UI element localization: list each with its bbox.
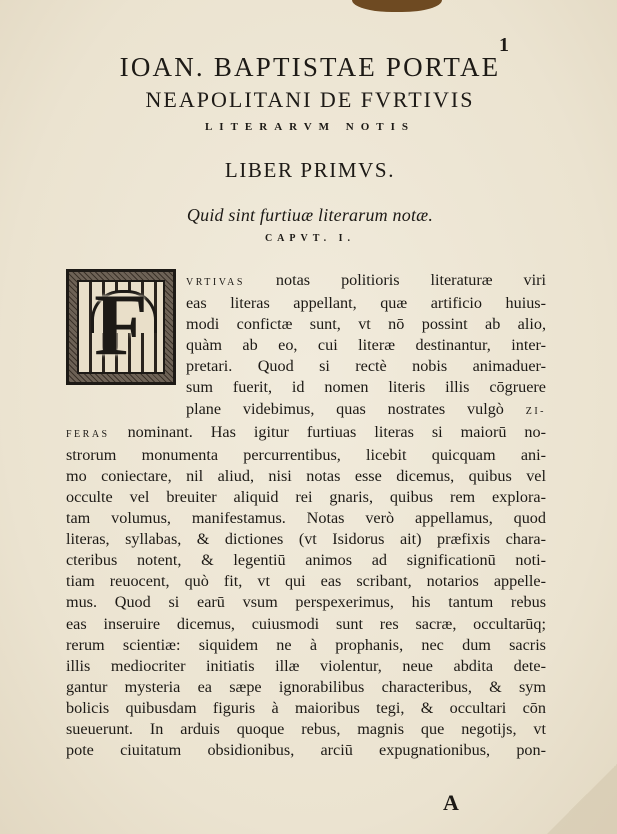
text-line [66, 377, 546, 398]
text-line [66, 550, 546, 571]
text-line [66, 677, 546, 698]
line-text: occulte vel breuiter aliquid rei gnaris, quibus rem explora- [66, 487, 546, 506]
text-line [66, 656, 546, 677]
chapter-number: CAPVT. I. [264, 233, 356, 244]
text-line [66, 270, 546, 293]
book-heading: LIBER PRIMVS. [224, 158, 396, 182]
line-text: literas, syllabas, & dictiones (vt Isidorus ait) præfixis chara- [66, 530, 546, 549]
line-text: notas politioris literaturæ viri [244, 271, 546, 289]
signature-mark: A [443, 790, 459, 815]
line-text: bolicis quibusdam figuris à maioribus tegi, & occultari cōn [66, 698, 546, 717]
line-text: modi confictæ sunt, vt nō possint ab alio, [186, 315, 546, 334]
initial-letter: F [94, 277, 148, 374]
line-text: gantur mysteria ea sæpe ignorabilibus characteribus, & sym [66, 677, 546, 696]
small-caps-word: VRTIVAS [186, 277, 245, 288]
line-text: sueuerunt. In arduis quoque rebus, magnis que negotijs, vt [66, 719, 546, 738]
line-text: rerum scientiæ: siquidem ne à prophanis, nec dum sacris [66, 635, 546, 654]
chapter-title: Quid sint furtiuæ literarum notæ. [186, 205, 434, 225]
text-line [66, 335, 546, 356]
page-number: 1 [499, 34, 509, 56]
title-line-2: NEAPOLITANI DE FVRTIVIS [145, 87, 475, 112]
text-line [66, 571, 546, 592]
text-line [66, 529, 546, 550]
text-line [66, 698, 546, 719]
line-text: sum fuerit, id nomen literis illis cōgruere [186, 378, 546, 397]
line-text: strorum monumenta percurrentibus, licebit quicquam ani- [66, 445, 546, 464]
text-line [66, 614, 546, 635]
line-text: pote ciuitatum obsidionibus, arciū expugnationibus, pon- [66, 741, 546, 760]
text-line [66, 592, 546, 613]
text-line [66, 422, 546, 445]
text-line [66, 635, 546, 656]
text-line [66, 719, 546, 740]
title-line-3: LITERARVM NOTIS [204, 121, 416, 133]
text-line [66, 399, 546, 422]
line-text: illis mediocriter initiatis illæ violentur, neue abdita dete- [66, 656, 546, 675]
text-line [66, 445, 546, 466]
small-caps-word: ZI- [525, 405, 547, 417]
text-line [66, 314, 546, 335]
page-corner [547, 764, 617, 834]
text-line [66, 740, 546, 761]
line-text: cteribus notent, & legentiū animos ad significationū noti- [66, 551, 546, 570]
line-text: quàm ab eo, cui literæ destinantur, inter- [186, 336, 546, 355]
text-line [66, 356, 546, 377]
line-text: mus. Quod si earū vsum perspexerimus, his tantum rebus [66, 593, 546, 612]
title-line-1: IOAN. BAPTISTAE PORTAE [119, 52, 501, 82]
text-line [66, 487, 546, 508]
text-line [66, 293, 546, 314]
line-text: tiam reuocent, quò fit, vt qui eas scribant, notarios appelle- [66, 572, 546, 591]
line-text: plane videbimus, quas nostrates vulgò [186, 399, 504, 418]
line-text: mo coniectare, nil aliud, nisi notas esse dicemus, quibus vel [66, 466, 546, 485]
body-text [66, 270, 546, 761]
small-caps-word: FERAS [66, 428, 110, 440]
line-text: pretari. Quod si rectè nobis animaduer- [186, 357, 546, 376]
line-text: nominant. Has igitur furtiuas literas si maiorū no- [109, 422, 546, 441]
binding-edge [352, 0, 442, 12]
line-text: eas literas appellant, quæ artificio huius- [186, 294, 546, 313]
line-text: tam volumus, manifestamus. Notas verò appellamus, quod [66, 509, 546, 528]
text-line [66, 466, 546, 487]
text-line [66, 508, 546, 529]
line-text: eas inseruire dicemus, cuiusmodi sunt res sacræ, occultarūq; [66, 614, 546, 633]
